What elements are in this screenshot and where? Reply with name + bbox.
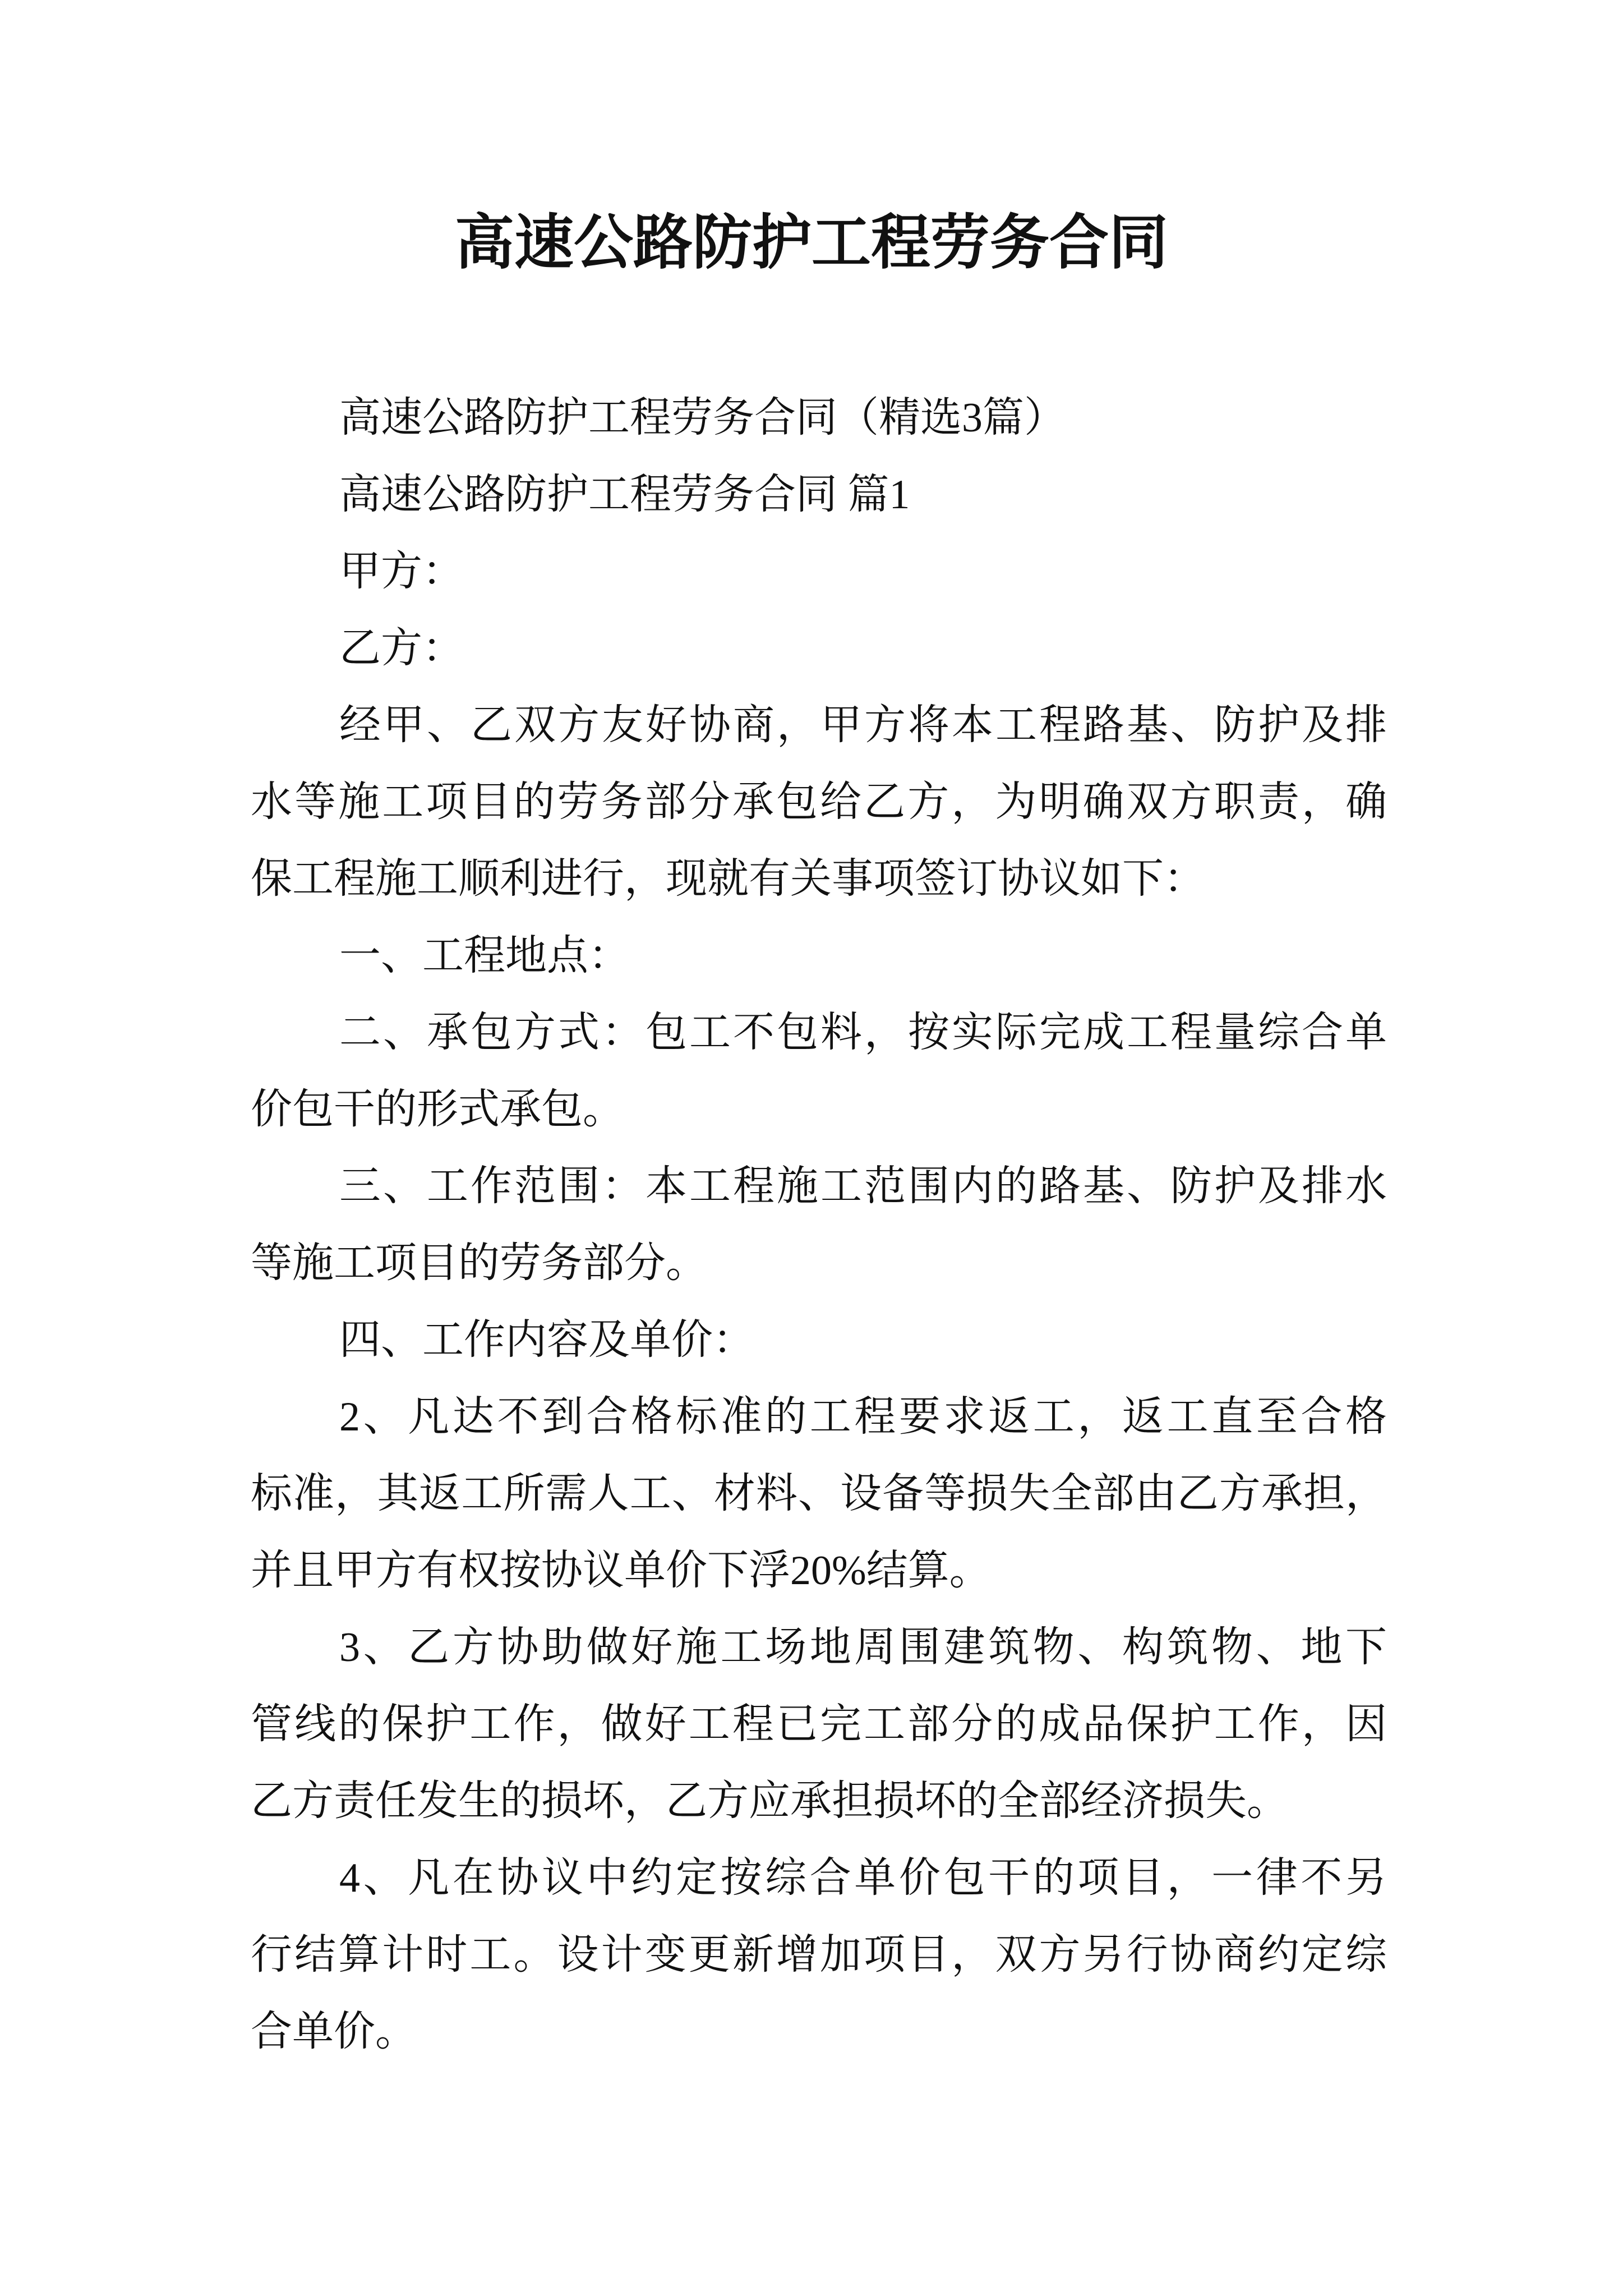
text-line: 四、工作内容及单价： [339,1317,754,1363]
text-line: 乙方： [339,625,464,671]
document-body [251,380,1387,2070]
text-line: 一、工程地点： [339,933,630,979]
paragraph-collection-heading [251,380,1387,457]
text-line: 乙方责任发生的损坏，乙方应承担损坏的全部经济损失。 [251,1778,1288,1824]
text-line: 甲方： [339,549,464,595]
paragraph-clause-2 [251,995,1387,1148]
paragraph-party-a [251,533,1387,610]
text-line: 经甲、乙双方友好协商，甲方将本工程路基、防护及排 [339,702,1387,748]
document-title: 高速公路防护工程劳务合同 [455,210,1168,276]
paragraph-clause-4 [251,1302,1387,1379]
text-line: 管线的保护工作，做好工程已完工部分的成品保护工作，因 [251,1701,1387,1747]
text-line: 4、凡在协议中约定按综合单价包干的项目，一律不另 [339,1855,1387,1901]
text-line: 水等施工项目的劳务部分承包给乙方，为明确双方职责，确 [251,779,1387,825]
paragraph-item-4 [251,1840,1387,2070]
text-line: 二、承包方式：包工不包料，按实际完成工程量综合单 [339,1010,1387,1056]
paragraph-preamble [251,687,1387,918]
paragraph-clause-1 [251,918,1387,995]
paragraph-clause-3 [251,1148,1387,1302]
paragraph-item-3 [251,1609,1387,1840]
text-line: 合单价。 [251,2009,417,2055]
text-line: 等施工项目的劳务部分。 [251,1240,707,1286]
paragraph-item-2 [251,1379,1387,1609]
text-line: 保工程施工顺利进行，现就有关事项签订协议如下： [251,856,1205,902]
text-line: 高速公路防护工程劳务合同（精选3篇） [339,395,1066,441]
paragraph-section-heading [251,457,1387,533]
text-line: 并且甲方有权按协议单价下浮20%结算。 [251,1548,991,1594]
text-line: 标准，其返工所需人工、材料、设备等损失全部由乙方承担， [251,1471,1387,1517]
paragraph-party-b [251,610,1387,687]
text-line: 行结算计时工。设计变更新增加项目，双方另行协商约定综 [251,1932,1387,1978]
text-line: 3、乙方协助做好施工场地周围建筑物、构筑物、地下 [339,1625,1387,1671]
text-line: 2、凡达不到合格标准的工程要求返工，返工直至合格 [339,1394,1387,1440]
text-line: 高速公路防护工程劳务合同 篇1 [339,472,910,518]
text-line: 三、工作范围：本工程施工范围内的路基、防护及排水 [339,1163,1387,1209]
text-line: 价包干的形式承包。 [251,1087,624,1133]
